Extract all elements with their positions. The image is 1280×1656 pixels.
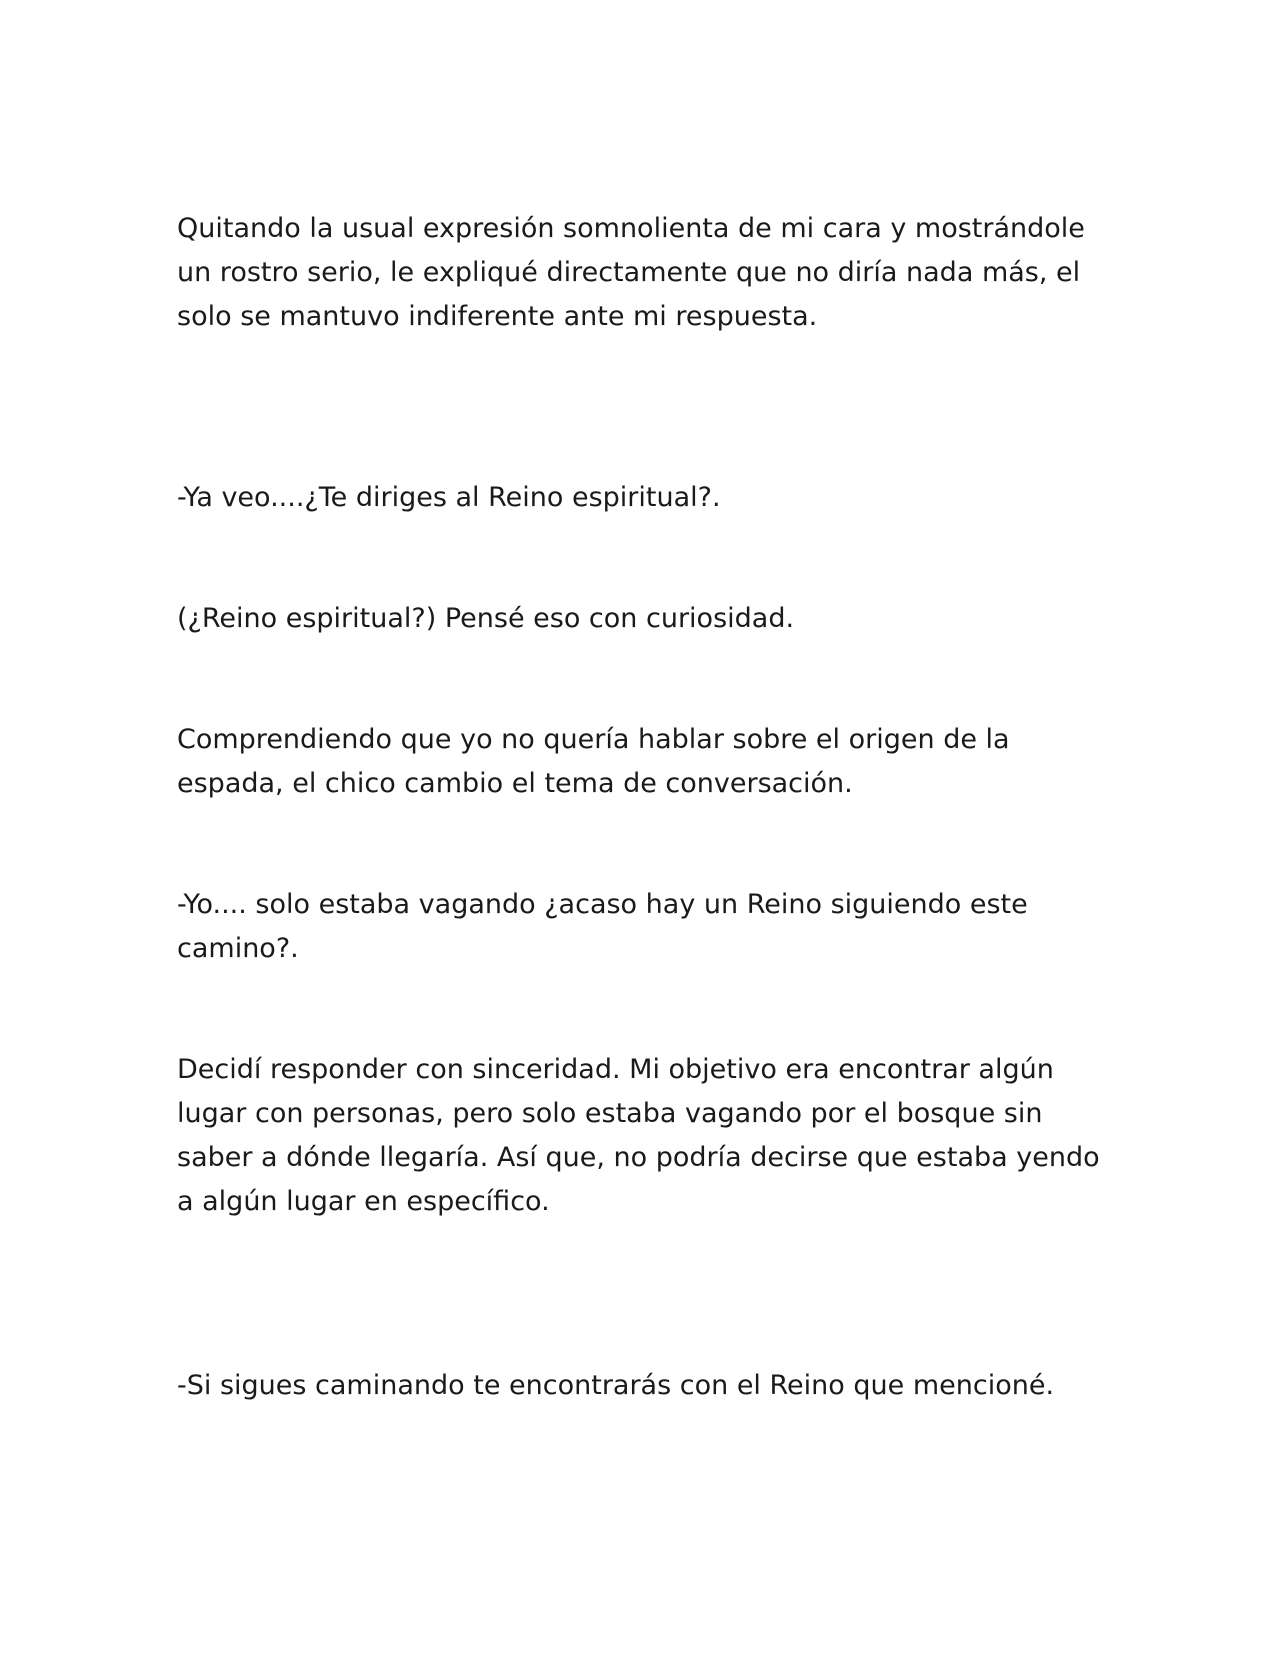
paragraph-narration-serious-face: Quitando la usual expresión somnolienta de mi cara y mostrándole un rostro serio, le expliqué directamente que no diría nada más, el solo se mantuvo indiferente ante mi respuesta. bbox=[177, 213, 1085, 332]
paragraph-dialogue-wandering: -Yo.... solo estaba vagando ¿acaso hay un Reino siguiendo este camino?. bbox=[177, 889, 1028, 964]
paragraph-dialogue-spiritual-kingdom-question: -Ya veo....¿Te diriges al Reino espiritual?. bbox=[177, 482, 721, 513]
paragraph-narration-topic-change: Comprendiendo que yo no quería hablar sobre el origen de la espada, el chico cambio el tema de conversación. bbox=[177, 724, 1010, 799]
paragraph-dialogue-keep-walking: -Si sigues caminando te encontrarás con el Reino que mencioné. bbox=[177, 1370, 1055, 1401]
paragraph-thought-spiritual-kingdom: (¿Reino espiritual?) Pensé eso con curiosidad. bbox=[177, 603, 795, 634]
paragraph-narration-sincere-answer: Decidí responder con sinceridad. Mi objetivo era encontrar algún lugar con personas, pero solo estaba vagando por el bosque sin saber a dónde llegaría. Así que, no podría decirse que estaba yendo a algún lugar en específico. bbox=[177, 1054, 1100, 1217]
